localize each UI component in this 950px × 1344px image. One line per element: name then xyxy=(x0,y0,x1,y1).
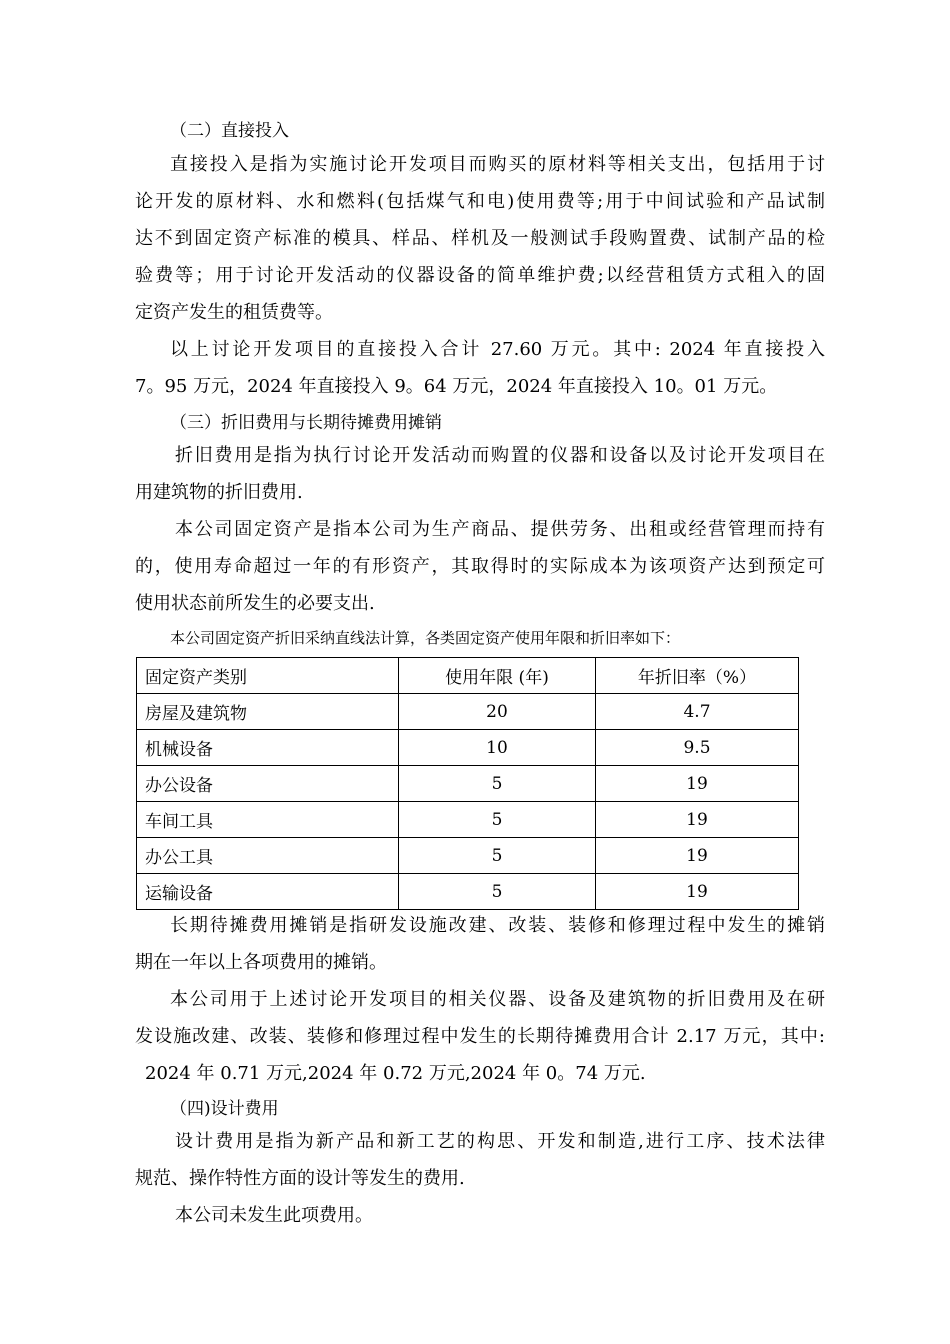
table-cell: 19 xyxy=(596,766,799,802)
paragraph-line: 规范、操作特性方面的设计等发生的费用. xyxy=(135,1168,465,1189)
table-row xyxy=(137,694,799,730)
table-row xyxy=(137,766,799,802)
table-cell: 10 xyxy=(399,730,596,766)
paragraph-line: 定资产发生的租赁费等。 xyxy=(135,302,333,323)
table-cell: 运输设备 xyxy=(137,874,399,910)
table-cell: 5 xyxy=(399,874,596,910)
table-header-cell: 使用年限 (年) xyxy=(399,658,596,694)
table-row xyxy=(137,838,799,874)
paragraph-line: 直接投入是指为实施讨论开发项目而购买的原材料等相关支出，包括用于讨 xyxy=(170,154,825,175)
paragraph-line: 的，使用寿命超过一年的有形资产，其取得时的实际成本为该项资产达到预定可 xyxy=(135,556,825,577)
paragraph-line: 论开发的原材料、水和燃料(包括煤气和电)使用费等;用于中间试验和产品试制 xyxy=(135,191,825,212)
table-row xyxy=(137,874,799,910)
section-heading-design: （四)设计费用 xyxy=(170,1099,279,1119)
table-cell: 5 xyxy=(399,838,596,874)
paragraph-line: 设计费用是指为新产品和新工艺的构思、开发和制造,进行工序、技术法律 xyxy=(175,1131,825,1152)
depreciation-table xyxy=(136,657,799,910)
paragraph-line: 2024 年 0.71 万元,2024 年 0.72 万元,2024 年 0。74 万元. xyxy=(145,1063,646,1084)
paragraph-line: 本公司固定资产是指本公司为生产商品、提供劳务、出租或经营管理而持有 xyxy=(175,519,825,540)
table-caption: 本公司固定资产折旧采纳直线法计算，各类固定资产使用年限和折旧率如下： xyxy=(170,629,681,647)
paragraph-line: 以上讨论开发项目的直接投入合计 27.60 万元。其中: 2024 年直接投入 xyxy=(170,339,825,360)
paragraph-line: 发设施改建、改装、装修和修理过程中发生的长期待摊费用合计 2.17 万元，其中: xyxy=(135,1026,825,1047)
table-cell: 9.5 xyxy=(596,730,799,766)
paragraph-line: 本公司未发生此项费用。 xyxy=(175,1205,373,1226)
table-cell: 19 xyxy=(596,838,799,874)
paragraph-line: 用建筑物的折旧费用. xyxy=(135,482,303,503)
table-cell: 办公设备 xyxy=(137,766,399,802)
paragraph-line: 长期待摊费用摊销是指研发设施改建、改装、装修和修理过程中发生的摊销 xyxy=(170,915,825,936)
paragraph-line: 验费等；用于讨论开发活动的仪器设备的简单维护费;以经营租赁方式租入的固 xyxy=(135,265,825,286)
table-header-row xyxy=(137,658,799,694)
table-cell: 20 xyxy=(399,694,596,730)
paragraph-line: 达不到固定资产标准的模具、样品、样机及一般测试手段购置费、试制产品的检 xyxy=(135,228,825,249)
table-cell: 车间工具 xyxy=(137,802,399,838)
table-cell: 5 xyxy=(399,766,596,802)
table-header-cell: 固定资产类别 xyxy=(137,658,399,694)
table-row xyxy=(137,802,799,838)
paragraph-line: 本公司用于上述讨论开发项目的相关仪器、设备及建筑物的折旧费用及在研 xyxy=(170,989,825,1010)
table-cell: 机械设备 xyxy=(137,730,399,766)
section-heading-depreciation: （三）折旧费用与长期待摊费用摊销 xyxy=(170,413,442,433)
paragraph-line: 7。95 万元，2024 年直接投入 9。64 万元，2024 年直接投入 10。01 万元。 xyxy=(135,376,778,397)
table-cell: 19 xyxy=(596,874,799,910)
paragraph-line: 期在一年以上各项费用的摊销。 xyxy=(135,952,387,973)
table-cell: 5 xyxy=(399,802,596,838)
table-cell: 办公工具 xyxy=(137,838,399,874)
table-cell: 房屋及建筑物 xyxy=(137,694,399,730)
paragraph-line: 使用状态前所发生的必要支出. xyxy=(135,593,375,614)
table-cell: 4.7 xyxy=(596,694,799,730)
table-row xyxy=(137,730,799,766)
paragraph-line: 折旧费用是指为执行讨论开发活动而购置的仪器和设备以及讨论开发项目在 xyxy=(175,445,825,466)
table-cell: 19 xyxy=(596,802,799,838)
section-heading-direct-input: （二）直接投入 xyxy=(170,121,289,141)
table-header-cell: 年折旧率（%） xyxy=(596,658,799,694)
